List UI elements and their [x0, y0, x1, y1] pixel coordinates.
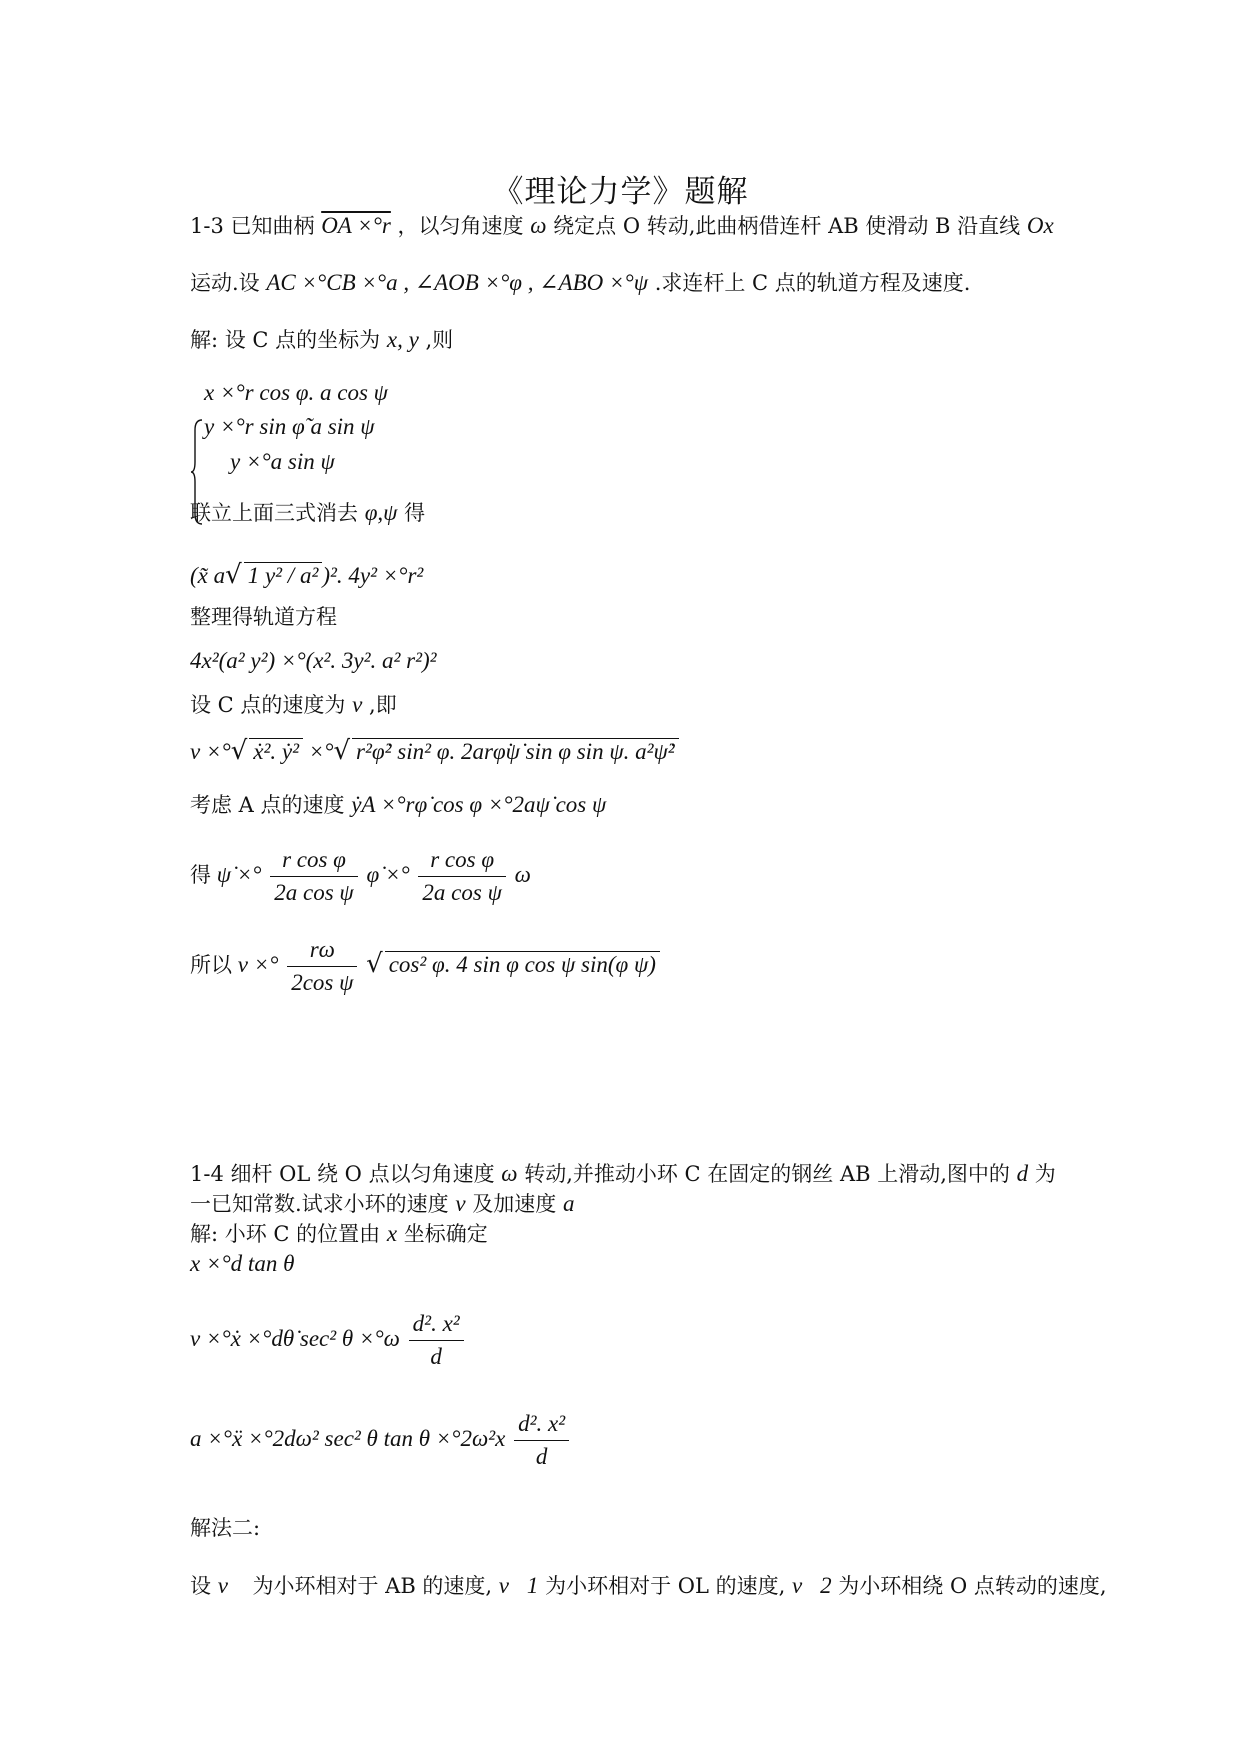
math-ox: Ox	[1026, 213, 1054, 238]
eq-part: (x̃ a	[190, 563, 226, 588]
radical-sign: √	[230, 736, 248, 766]
denominator: 2cos ψ	[291, 970, 354, 995]
eq-radicand: ẋ². ẏ²	[249, 738, 303, 765]
eq-part: v ×°ẋ ×°dθ̇ sec² θ ×°ω	[190, 1325, 400, 1351]
math-definitions: AC ×°CB ×°a , ∠AOB ×°φ , ∠ABO ×°ψ	[266, 270, 648, 295]
fraction	[514, 1410, 569, 1471]
numerator: d². x²	[409, 1310, 464, 1341]
fraction	[409, 1310, 464, 1371]
math-v: v	[352, 692, 363, 717]
equation-psi-dot	[190, 846, 531, 907]
fraction	[418, 846, 505, 907]
text: 设	[190, 1574, 211, 1598]
text: ，以匀角速度	[397, 214, 524, 238]
denominator: 2a cos ψ	[274, 880, 354, 905]
text: 绕定点 O 转动,此曲柄借连杆 AB 使滑动 B 沿直线	[553, 214, 1021, 238]
math-oa-r: OA ×°r	[321, 213, 391, 238]
numerator: r cos φ	[270, 846, 357, 877]
equation-orbit: 4x²(a² y²) ×°(x². 3y². a² r²)²	[190, 648, 437, 673]
text: 得	[190, 862, 211, 887]
method-two-heading: 解法二:	[190, 1516, 261, 1540]
text: 及加速度	[472, 1192, 557, 1216]
equation-elimination	[190, 562, 423, 589]
radical-sign: √	[225, 560, 242, 590]
text: 转动,并推动小环 C 在固定的钢丝 AB 上滑动,图中的	[524, 1162, 1010, 1186]
math-ya-dot: ẏA ×°rφ̇ cos φ ×°2aψ̇ cos ψ	[351, 792, 607, 817]
text: 设 C 点的速度为	[190, 693, 346, 717]
equation-final-velocity	[190, 936, 660, 997]
numerator: rω	[287, 936, 357, 967]
text: 所以	[190, 952, 232, 977]
text: 解: 设 C 点的坐标为	[190, 328, 381, 352]
problem-1-4-statement-line2	[190, 1191, 574, 1217]
text: 运动.设	[190, 271, 260, 295]
eq-part: v ×°	[190, 739, 231, 764]
fraction	[287, 936, 357, 997]
eq-part: )². 4y² ×°r²	[322, 563, 424, 588]
equation-velocity	[190, 738, 679, 765]
text: 为小环相绕 O 点转动的速度,	[838, 1574, 1107, 1598]
denominator: d	[430, 1344, 442, 1369]
text: 得	[404, 501, 426, 525]
problem-1-3-statement-line1	[190, 213, 1054, 239]
text: 坐标确定	[403, 1222, 488, 1246]
eq-part: a ×°ẍ ×°2dω² sec² θ tan θ ×°2ω²x	[190, 1425, 506, 1451]
math-d: d	[1016, 1161, 1029, 1186]
math-v-vec: v⃗	[217, 1573, 246, 1598]
math-v1-vec: v⃗1	[498, 1573, 539, 1598]
eq-radicand: r²φ̇² sin² φ. 2arφ̇ψ̇ sin φ sin ψ. a²ψ̇²	[352, 738, 679, 765]
text: .求连杆上 C 点的轨道方程及速度.	[654, 271, 971, 295]
eq-part: ψ̇ ×°	[216, 861, 262, 887]
numerator: d². x²	[514, 1410, 569, 1441]
equation-system-2: y ×°r sin φ̃ a sin ψ	[204, 414, 375, 439]
text: 考虑 A 点的速度	[190, 793, 345, 817]
math-xy: x, y	[386, 327, 419, 352]
text: 联立上面三式消去	[190, 501, 358, 525]
text: ,即	[369, 693, 397, 717]
fraction	[270, 846, 357, 907]
math-omega: ω	[501, 1161, 518, 1186]
text: 为	[1034, 1162, 1056, 1186]
eq-radicand: cos² φ. 4 sin φ cos ψ sin(φ ψ)	[385, 951, 660, 978]
text: 为小环相对于 AB 的速度,	[252, 1574, 493, 1598]
text: ,则	[425, 328, 454, 352]
eliminate-line	[190, 500, 425, 526]
equation-x-position: x ×°d tan θ	[190, 1251, 295, 1276]
numerator: r cos φ	[418, 846, 505, 877]
equation-ring-velocity	[190, 1310, 467, 1371]
text: 解: 小环 C 的位置由	[190, 1222, 381, 1246]
eq-radicand: 1 y² / a²	[244, 562, 323, 589]
page-title: 《理论力学》题解	[492, 174, 749, 210]
radical-sign: √	[333, 736, 351, 766]
orbit-heading: 整理得轨道方程	[190, 605, 337, 629]
text: 为小环相对于 OL 的速度,	[545, 1574, 786, 1598]
eq-part: φ̇ ×°	[366, 861, 410, 887]
equation-system-1: x ×°r cos φ. a cos ψ	[204, 380, 388, 405]
solution-intro	[190, 327, 453, 353]
problem-1-3-statement-line2	[190, 270, 970, 296]
eq-part: v ×°	[237, 951, 279, 977]
eq-part: ×°	[302, 739, 334, 764]
consider-a-velocity	[190, 792, 606, 818]
radical-sign: √	[366, 948, 383, 979]
text: 1-3 已知曲柄	[190, 214, 315, 238]
text: 一已知常数.试求小环的速度	[190, 1192, 449, 1216]
math-phi-psi: φ,ψ	[364, 500, 398, 525]
solution-1-4-intro	[190, 1221, 488, 1247]
math-v2-vec: v⃗2	[791, 1573, 832, 1598]
denominator: d	[535, 1444, 548, 1469]
problem-1-4-statement-line1	[190, 1161, 1056, 1187]
eq-part: ω	[514, 861, 531, 887]
math-v: v	[455, 1191, 466, 1216]
math-omega: ω	[530, 213, 547, 238]
equation-system-3: y ×°a sin ψ	[230, 449, 335, 474]
method-two-line1	[190, 1573, 1107, 1599]
math-x: x	[386, 1221, 398, 1246]
equation-ring-acceleration	[190, 1410, 572, 1471]
math-a: a	[562, 1191, 575, 1216]
denominator: 2a cos ψ	[422, 880, 502, 905]
velocity-intro	[190, 692, 397, 718]
text: 1-4 细杆 OL 绕 O 点以匀角速度	[190, 1162, 495, 1186]
